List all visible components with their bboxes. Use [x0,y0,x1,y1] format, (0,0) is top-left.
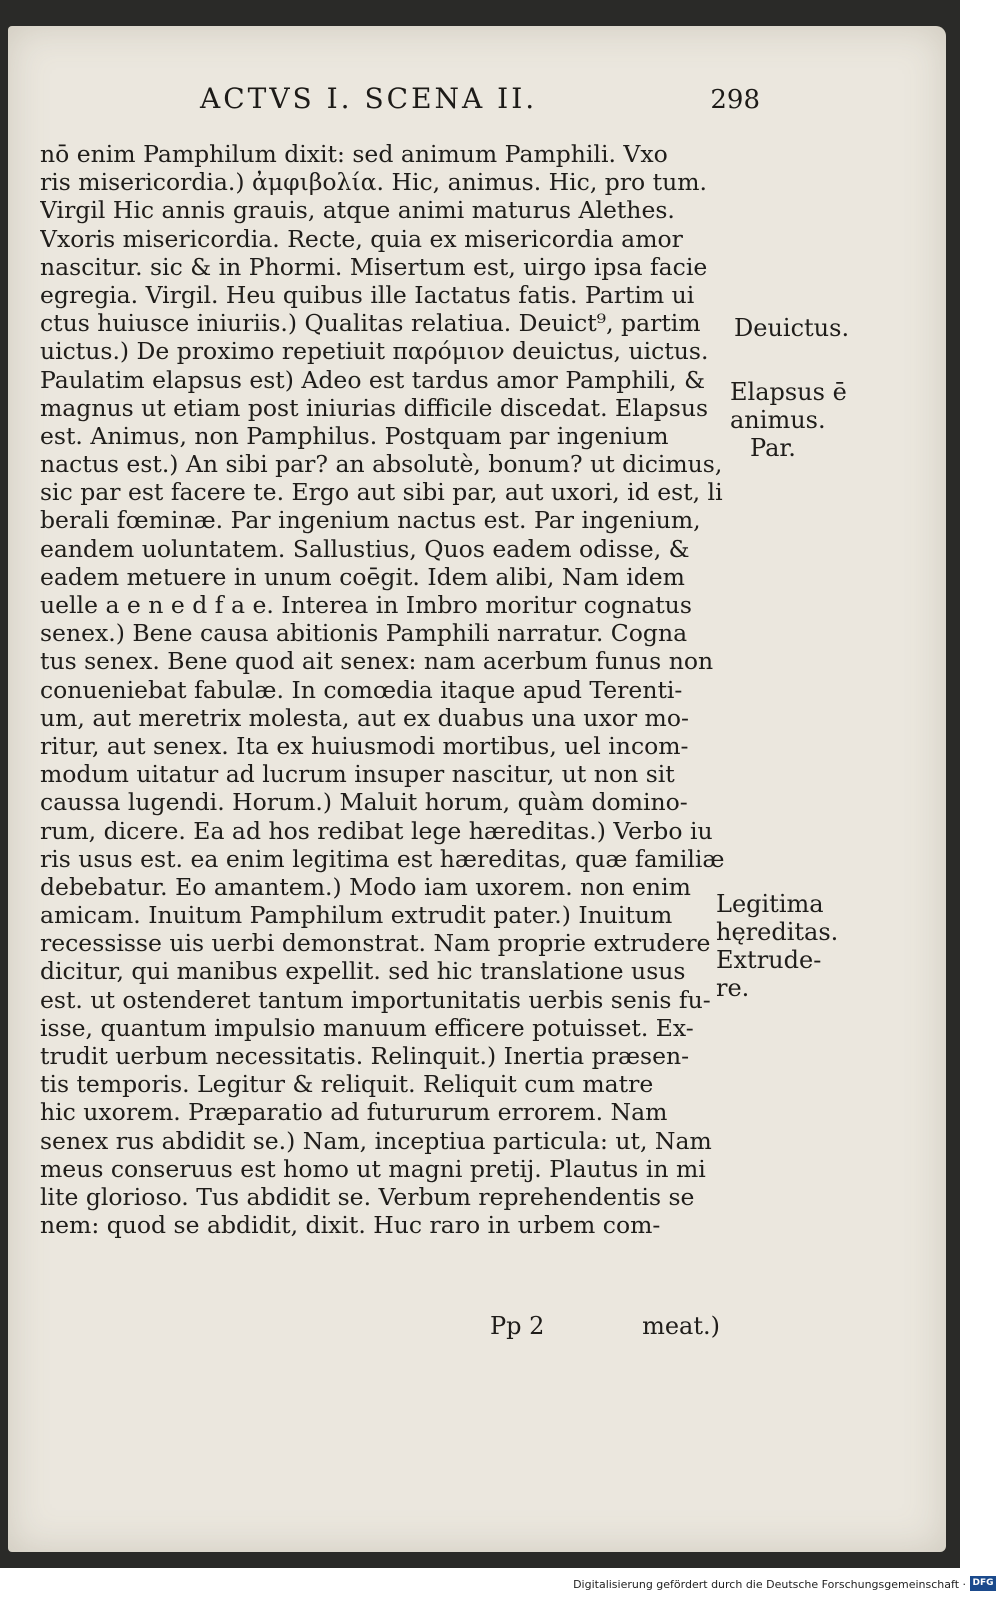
text-line: ctus huiusce iniuriis.) Qualitas relatiua. Deuict⁹, partim [40,309,701,338]
text-line: rum, dicere. Ea ad hos redibat lege hæreditas.) Verbo iu [40,816,713,845]
marginal-note-elapsus [730,378,847,462]
text-line: tis temporis. Legitur & reliquit. Reliquit cum matre [40,1070,654,1099]
marginal-note-line: Extrude- [716,946,822,974]
marginal-note-legitima [716,890,838,1002]
text-line: debebatur. Eo amantem.) Modo iam uxorem. non enim [40,872,691,901]
funding-credit: Digitalisierung gefördert durch die Deutsche Forschungsgemeinschaft · [573,1578,966,1591]
text-line: lite glorioso. Tus abdidit se. Verbum reprehendentis se [40,1182,695,1211]
page-footer [490,1312,720,1340]
marginal-note-deuictus [734,314,849,342]
text-line: nem: quod se abdidit, dixit. Huc raro in urbem com- [40,1211,661,1240]
text-line: uictus.) De proximo repetiuit παρόμιον deuictus, uictus. [40,337,709,366]
signature-mark: Pp 2 [490,1312,545,1340]
text-line: egregia. Virgil. Heu quibus ille Iactatus fatis. Partim ui [40,280,695,309]
text-line: ris usus est. ea enim legitima est hæreditas, quæ familiæ [40,844,725,873]
marginal-note-line: re. [716,974,750,1002]
marginal-note-line: hęreditas. [716,918,839,946]
marginal-note-line: Deuictus. [734,314,850,342]
text-line: hic uxorem. Præparatio ad futururum errorem. Nam [40,1098,668,1127]
dfg-logo-icon: DFG [970,1576,996,1591]
text-line: conueniebat fabulæ. In comœdia itaque apud Terenti- [40,675,683,704]
text-line: caussa lugendi. Horum.) Maluit horum, quàm domino- [40,788,688,817]
page-number: 298 [710,85,760,115]
text-line: est. ut ostenderet tantum importunitatis uerbis senis fu- [40,985,711,1014]
text-line: isse, quantum impulsio manuum efficere potuisset. Ex- [40,1013,694,1042]
text-line: berali fœminæ. Par ingenium nactus est. Par ingenium, [40,506,701,535]
text-line: Vxoris misericordia. Recte, quia ex misericordia amor [40,224,683,253]
text-line: sic par est facere te. Ergo aut sibi par, aut uxori, id est, li [40,478,723,507]
text-line: recessisse uis uerbi demonstrat. Nam proprie extrudere [40,929,711,958]
text-line: eadem metuere in unum coēgit. Idem alibi, Nam idem [40,562,685,591]
marginal-note-line: Elapsus ē [730,378,847,406]
text-line: modum uitatur ad lucrum insuper nascitur, ut non sit [40,760,675,789]
text-line: senex rus abdidit se.) Nam, inceptiua particula: ut, Nam [40,1126,712,1155]
text-line: nō enim Pamphilum dixit: sed animum Pamphili. Vxo [40,140,668,168]
text-line: dicitur, qui manibus expellit. sed hic translatione usus [40,957,686,986]
text-line: ris misericordia.) ἀμφιβολία. Hic, animus. Hic, pro tum. [40,168,708,197]
text-line: ritur, aut senex. Ita ex huiusmodi mortibus, uel incom- [40,731,689,760]
marginal-note-line: animus. [730,406,826,434]
text-line: tus senex. Bene quod ait senex: nam acerbum funus non [40,647,714,676]
text-line: uelle a e n e d f a e. Interea in Imbro moritur cognatus [40,591,692,619]
text-line: magnus ut etiam post iniurias difficile discedat. Elapsus [40,393,709,422]
text-line: meus conseruus est homo ut magni pretij. Plautus in mi [40,1154,706,1183]
text-line: est. Animus, non Pamphilus. Postquam par ingenium [40,421,669,450]
text-line: Virgil Hic annis grauis, atque animi maturus Alethes. [40,196,675,225]
text-line: nascitur. sic & in Phormi. Misertum est, uirgo ipsa facie [40,252,708,281]
marginal-note-line: Par. [750,434,796,462]
text-line: eandem uoluntatem. Sallustius, Quos eadem odisse, & [40,534,690,563]
text-line: trudit uerbum necessitatis. Relinquit.) Inertia præsen- [40,1042,690,1070]
catchword: meat.) [642,1312,720,1340]
text-line: senex.) Bene causa abitionis Pamphili narratur. Cogna [40,619,688,648]
credit-bar [0,1572,1000,1601]
text-line: nactus est.) An sibi par? an absolutè, bonum? ut dicimus, [40,450,723,479]
running-title: ACTVS I. SCENA II. [200,82,538,115]
text-line: Paulatim elapsus est) Adeo est tardus amor Pamphili, & [40,365,705,394]
text-line: amicam. Inuitum Pamphilum extrudit pater.) Inuitum [40,901,673,930]
marginal-note-line: Legitima [716,890,824,918]
page-header [200,82,760,115]
text-line: um, aut meretrix molesta, aut ex duabus una uxor mo- [40,703,689,732]
main-text-block [40,140,730,1239]
